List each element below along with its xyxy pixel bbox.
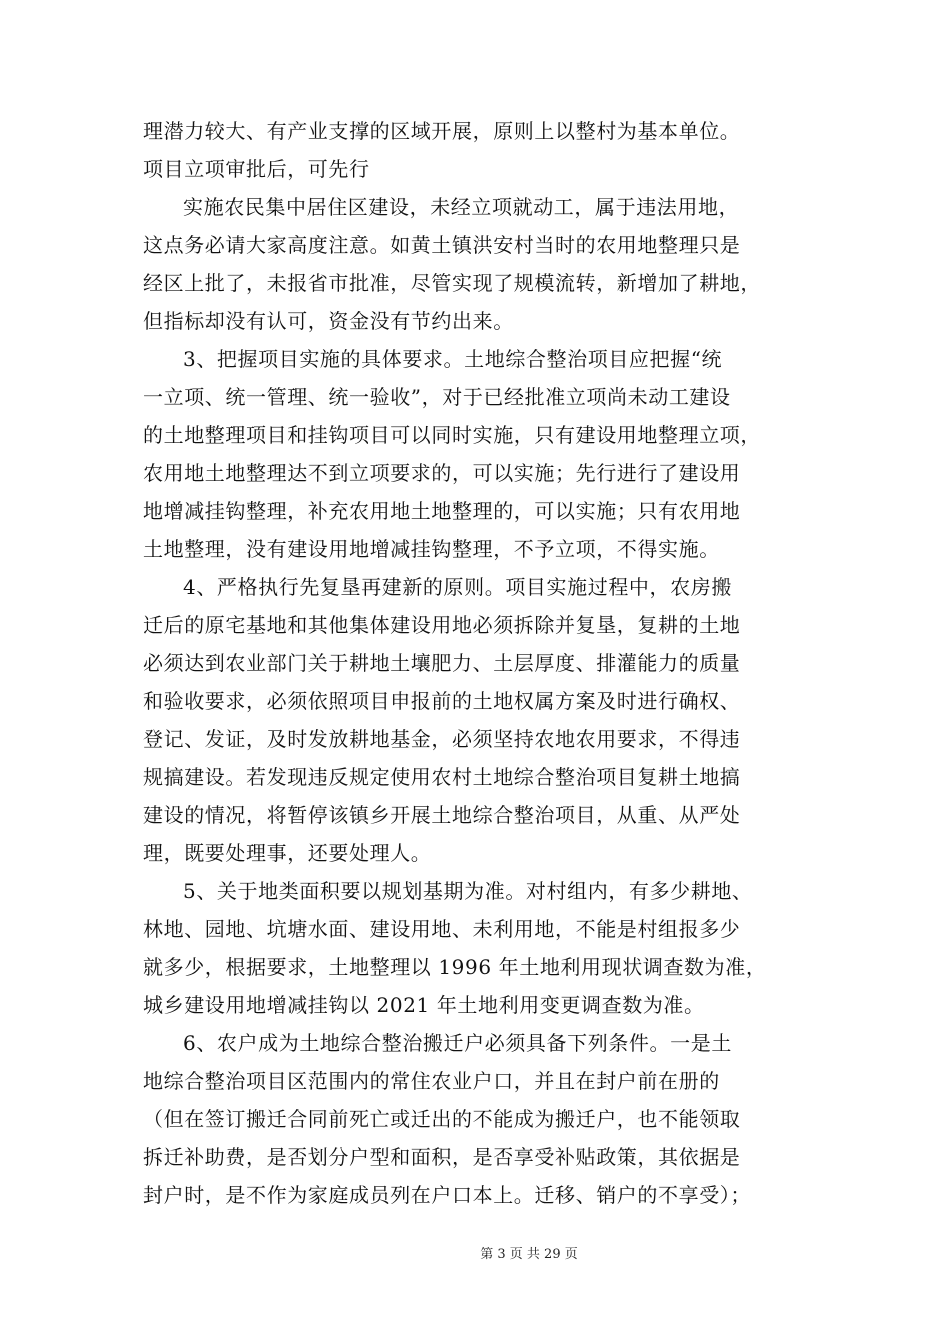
text-line-3: 实施农民集中居住区建设，未经立项就动工，属于违法用地， [183,195,740,219]
text-line-1: 理潜力较大、有产业支撑的区域开展，原则上以整村为基本单位。 [143,119,741,143]
page-number-footer: 第 3 页 共 29 页 [480,1247,578,1262]
text-line-16: 和验收要求，必须依照项目申报前的土地权属方案及时进行确权、 [143,689,741,713]
text-line-27: （但在签订搬迁合同前死亡或迁出的不能成为搬迁户，也不能领取 [143,1107,741,1131]
document-body [143,112,823,1214]
text-line-15: 必须达到农业部门关于耕地土壤肥力、土层厚度、排灌能力的质量 [143,651,741,675]
text-line-28: 拆迁补助费，是否划分户型和面积，是否享受补贴政策，其依据是 [143,1145,741,1169]
text-line-24: 城乡建设用地增减挂钩以 2021 年土地利用变更调查数为准。 [143,993,705,1017]
text-line-11: 地增减挂钩整理，补充农用地土地整理的，可以实施；只有农用地 [143,499,741,523]
text-line-17: 登记、发证，及时发放耕地基金，必须坚持农地农用要求，不得违 [143,727,741,751]
text-line-19: 建设的情况，将暂停该镇乡开展土地综合整治项目，从重、从严处 [143,803,741,827]
text-line-6: 但指标却没有认可，资金没有节约出来。 [143,309,514,333]
text-line-12: 土地整理，没有建设用地增减挂钩整理，不予立项，不得实施。 [143,537,720,561]
text-line-2: 项目立项审批后，可先行 [143,157,370,181]
text-line-25: 6、农户成为土地综合整治搬迁户必须具备下列条件。一是土 [183,1031,732,1055]
text-line-26: 地综合整治项目区范围内的常住农业户口，并且在封户前在册的 [143,1069,720,1093]
text-line-23: 就多少，根据要求，土地整理以 1996 年土地利用现状调查数为准， [143,955,767,979]
text-line-14: 迁后的原宅基地和其他集体建设用地必须拆除并复垦，复耕的土地 [143,613,741,637]
text-line-4: 这点务必请大家高度注意。如黄土镇洪安村当时的农用地整理只是 [143,233,741,257]
text-line-29: 封户时，是不作为家庭成员列在户口本上。迁移、销户的不享受）； [143,1183,751,1207]
text-line-22: 林地、园地、坑塘水面、建设用地、未利用地，不能是村组报多少 [143,917,741,941]
text-line-8: 一立项、统一管理、统一验收”，对于已经批准立项尚未动工建设 [143,385,731,409]
text-line-7: 3、把握项目实施的具体要求。土地综合整治项目应把握“统 [183,347,723,371]
text-line-9: 的土地整理项目和挂钩项目可以同时实施，只有建设用地整理立项， [143,423,761,447]
text-line-21: 5、关于地类面积要以规划基期为准。对村组内，有多少耕地、 [183,879,753,903]
text-line-10: 农用地土地整理达不到立项要求的，可以实施；先行进行了建设用 [143,461,741,485]
text-line-5: 经区上批了，未报省市批准，尽管实现了规模流转，新增加了耕地， [143,271,761,295]
text-line-18: 规搞建设。若发现违反规定使用农村土地综合整治项目复耕土地搞 [143,765,741,789]
text-line-20: 理，既要处理事，还要处理人。 [143,841,432,865]
text-line-13: 4、严格执行先复垦再建新的原则。项目实施过程中，农房搬 [183,575,732,599]
